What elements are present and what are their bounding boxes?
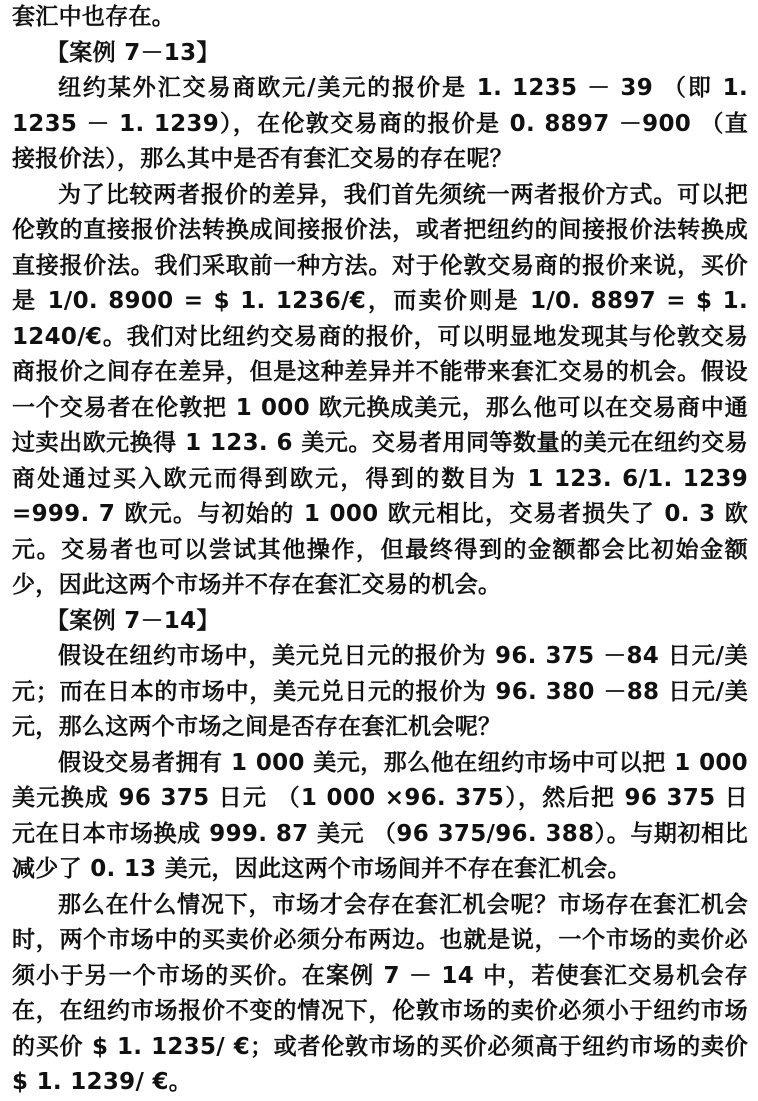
case-7-13-heading: 【案例 7－13】 [46, 39, 220, 66]
case-7-14-analysis: 假设交易者拥有 1 000 美元，那么他在纽约市场中可以把 1 000 美元换成 96 375 日元 （1 000 ×96. 375），然后把 96 375 日元在日本市场换成 999. 87 美元 （96 375/96. 388）。与期初相比减少了 0. 13 美元，因此这两个市场间并不存在套汇机会。 [12, 749, 748, 882]
case-7-13-question: 纽约某外汇交易商欧元/美元的报价是 1. 1235 － 39 （即 1. 1235 － 1. 1239），在伦敦交易商的报价是 0. 8897 －900 （直接报价法），那么其中是否有套汇交易的存在呢？ [12, 75, 748, 172]
case-7-14-question: 假设在纽约市场中，美元兑日元的报价为 96. 375 －84 日元/美元；而在日本的市场中，美元兑日元的报价为 96. 380 －88 日元/美元，那么这两个市场之间是否存在套汇机会呢？ [12, 643, 748, 740]
arbitrage-condition-paragraph: 那么在什么情况下，市场才会存在套汇机会呢？市场存在套汇机会时，两个市场中的买卖价必须分布两边。也就是说，一个市场的卖价必须小于另一个市场的买价。在案例 7 － 14 中，若使套汇交易机会存在，在纽约市场报价不变的情况下，伦敦市场的卖价必须小于纽约市场的买价 $ 1. 1235/ €；或者伦敦市场的买价必须高于纽约市场的卖价 $ 1. 1239/ €。 [12, 891, 748, 1095]
case-7-14-heading: 【案例 7－14】 [46, 607, 220, 634]
continuation-line: 套汇中也存在。 [12, 4, 176, 30]
case-7-13-analysis: 为了比较两者报价的差异，我们首先须统一两者报价方式。可以把伦敦的直接报价法转换成间接报价法，或者把纽约的间接报价法转换成直接报价法。我们采取前一种方法。对于伦敦交易商的报价来说，买价是 1/0. 8900 = $ 1. 1236/€，而卖价则是 1/0. 8897 = $ 1. 1240/€。我们对比纽约交易商的报价，可以明显地发现其与伦敦交易商报价之间存在差异，但是这种差异并不能带来套汇交易的机会。假设一个交易者在伦敦把 1 000 欧元换成美元，那么他可以在交易商中通过卖出欧元换得 1 123. 6 美元。交易者用同等数量的美元在纽约交易商处通过买入欧元而得到欧元，得到的数目为 1 123. 6/1. 1239 =999. 7 欧元。与初始的 1 000 欧元相比，交易者损失了 0. 3 欧元。交易者也可以尝试其他操作，但最终得到的金额都会比初始金额少，因此这两个市场并不存在套汇交易的机会。 [12, 181, 748, 598]
